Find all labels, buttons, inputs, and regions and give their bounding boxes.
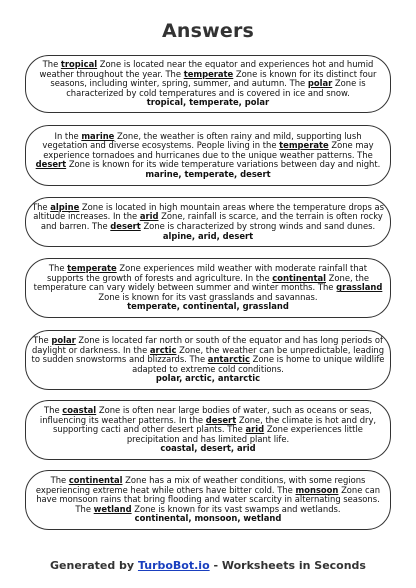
footer-prefix: Generated by (50, 559, 138, 572)
footer-suffix: - Worksheets in Seconds (209, 559, 366, 572)
question-text-fragment: Zone is home to unique wildlife adapted to extreme cold conditions. (132, 354, 385, 374)
keyword: arid (139, 211, 159, 222)
question-text-fragment: Zone may experience tornadoes and hurricanes due to the unique weather patterns. The (43, 140, 374, 160)
question-text-fragment: Zone is known for its distinct four seasons, including winter, spring, summer, and autumn. The (50, 68, 377, 89)
question-text (31, 60, 385, 108)
question-text-fragment: Zone, rainfall is scarce, and the terrain is often rocky and barren. The (40, 211, 383, 231)
answer-line: tropical, temperate, polar (146, 97, 270, 108)
question-text (31, 264, 385, 312)
question-text-fragment: The (50, 475, 69, 486)
keyword: antarctic (207, 354, 250, 365)
question-text-fragment: Zone, the temperature can vary widely between summer and winter months. The (33, 272, 370, 293)
question-text (31, 132, 385, 180)
question-box (25, 55, 391, 113)
question-box (25, 258, 391, 318)
answer-line: marine, temperate, desert (145, 168, 271, 179)
question-box (25, 330, 391, 390)
question-text-fragment: Zone experiences mild weather with moderate rainfall that supports the growth of forests and agriculture. In the (46, 263, 368, 283)
question-text-fragment: Zone, the weather is often rainy and mild, supporting lush vegetation and diverse ecosystems. People living in the (42, 130, 362, 151)
keyword: temperate (67, 263, 117, 274)
keyword: marine (81, 130, 115, 141)
question-box (25, 197, 391, 247)
footer (0, 559, 416, 572)
page-title: Answers (161, 20, 255, 42)
question-text-fragment: Zone is located in high mountain areas where the temperature drops as altitude increases. In the (33, 201, 385, 222)
keyword: polar (51, 335, 76, 346)
question-text-fragment: Zone is located far north or south of the equator and has long periods of daylight or darkness. In the (31, 335, 383, 355)
keyword: grassland (336, 282, 383, 293)
question-text-fragment: The (31, 201, 51, 212)
turbobot-link[interactable]: TurboBot.io (137, 559, 210, 572)
answer-line: temperate, continental, grassland (127, 301, 289, 312)
question-text-fragment: The (48, 263, 68, 274)
question-text-fragment: Zone is known for its wide temperature variations between day and night. (66, 159, 381, 170)
answer-line: coastal, desert, arid (160, 443, 256, 454)
keyword: arctic (149, 344, 177, 355)
question-text (31, 476, 385, 524)
answer-line: alpine, arid, desert (162, 230, 254, 241)
question-text-fragment: Zone can have monsoon rains that bring flooding and water scarcity in alternating seasons. The (36, 484, 381, 514)
question-text-fragment: Zone experiences little precipitation and has limited plant life. (126, 424, 363, 444)
keyword: monsoon (295, 484, 339, 495)
question-text-fragment: Zone is known for its vast grasslands and savannas. (98, 291, 318, 302)
keyword: arid (245, 424, 265, 435)
answer-line: polar, arctic, antarctic (155, 373, 261, 384)
question-box (25, 125, 391, 186)
question-text-fragment: The (44, 405, 63, 416)
question-text (31, 406, 385, 454)
keyword: desert (35, 159, 67, 170)
keyword: polar (307, 78, 333, 89)
keyword: continental (68, 475, 123, 486)
question-text-fragment: Zone, the weather can be unpredictable, leading to sudden snowstorms and blizzards. The (31, 344, 385, 365)
question-text-fragment: Zone is known for its vast swamps and wetlands. (131, 503, 341, 514)
question-text-fragment: Zone is often near large bodies of water, such as oceans or seas, influencing its weather patterns. In the (39, 405, 372, 425)
question-text-fragment: In the (54, 130, 82, 141)
keyword: tropical (60, 59, 98, 70)
keyword: desert (110, 221, 141, 231)
question-box (25, 400, 391, 460)
question-text-fragment: Zone is characterized by cold temperatures and is covered in ice and snow. (66, 78, 366, 98)
keyword: temperate (279, 140, 329, 151)
question-text-fragment: The (33, 335, 52, 346)
keyword: desert (205, 414, 237, 425)
question-text-fragment: Zone has a mix of weather conditions, with some regions experiencing extreme heat while others have bitter cold. The (35, 475, 366, 495)
keyword: continental (272, 272, 326, 283)
question-text-fragment: Zone, the climate is hot and dry, supporting cacti and other desert plants. The (53, 414, 377, 435)
question-text-fragment: Zone is characterized by strong winds and sand dunes. (140, 221, 376, 231)
keyword: temperate (183, 68, 234, 79)
question-text-fragment: Zone is located near the equator and experiences hot and humid weather throughout the year. The (39, 59, 374, 79)
keyword: wetland (93, 503, 132, 514)
question-text-fragment: The (42, 59, 61, 70)
question-text (31, 203, 385, 241)
keyword: coastal (62, 405, 97, 416)
keyword: alpine (50, 201, 80, 212)
question-text (31, 336, 385, 384)
question-box (25, 470, 391, 530)
answer-line: continental, monsoon, wetland (134, 513, 282, 524)
